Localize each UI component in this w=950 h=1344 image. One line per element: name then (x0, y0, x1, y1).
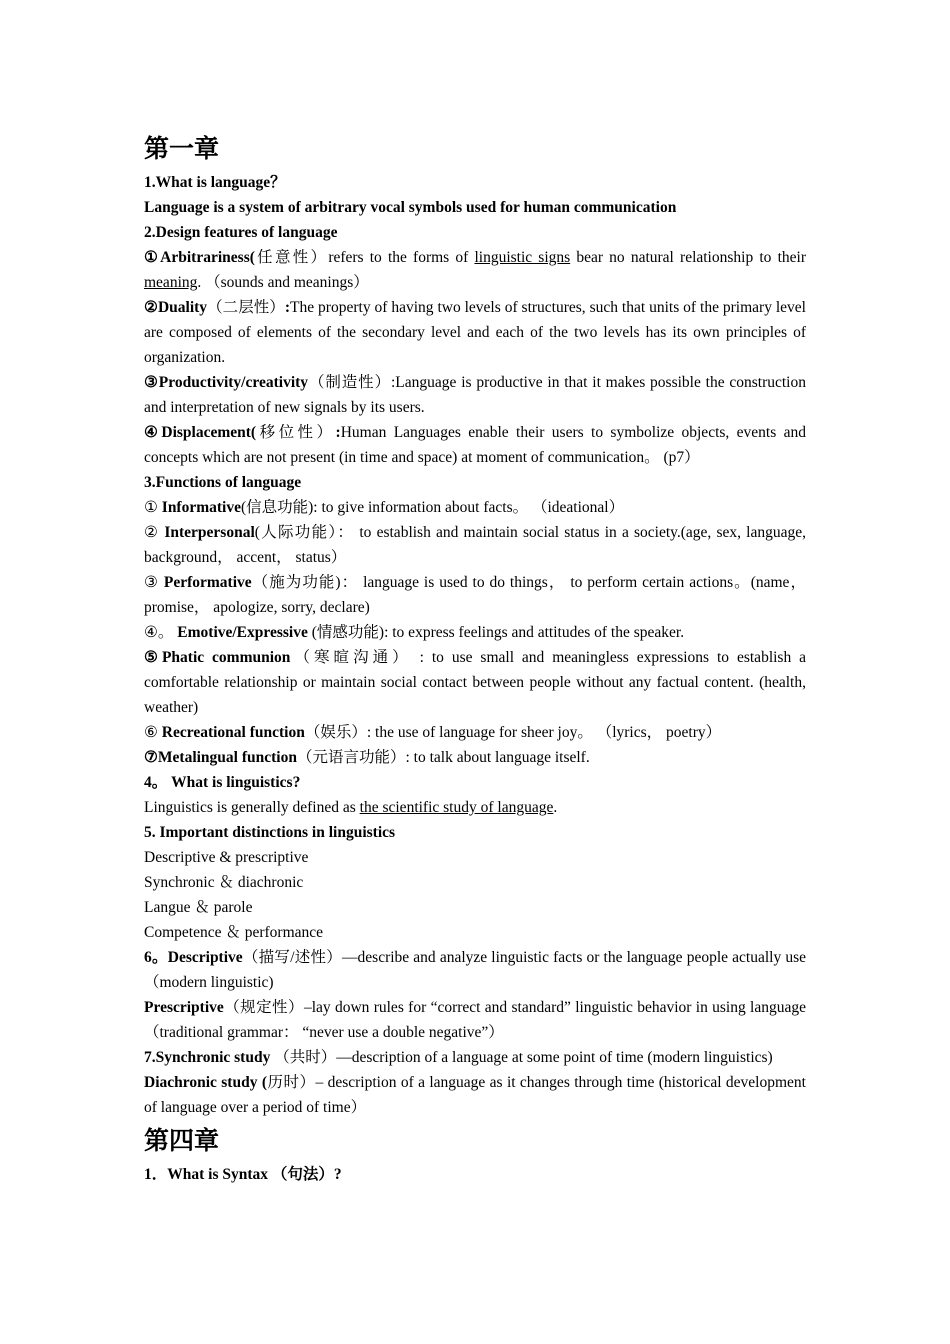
feature-productivity (144, 370, 806, 420)
colon: : (284, 299, 291, 316)
term-cn: （二层性） (207, 299, 285, 316)
text: (信息功能): to give information about facts。 （ideational） (240, 499, 625, 516)
text: （共时）—description of a language at some point of time (modern linguistics) (270, 1049, 773, 1066)
term: Emotive/Expressive (177, 624, 308, 641)
distinction-item: Langue ＆ parole (144, 899, 253, 916)
term: ②Duality (144, 299, 208, 316)
text: （寒暄沟通） : to use small and meaningless expressions to establish a comfortable relationship or maintain social contact between people without any factual content. (health, weather) (144, 649, 807, 716)
text: :Language is productive in that it makes possible the construction and interpretation of new signals by its users. (144, 374, 806, 416)
term: 7.Synchronic study (144, 1049, 271, 1066)
function-phatic (144, 645, 806, 720)
function-informative (144, 495, 806, 520)
colon: : (335, 424, 341, 441)
text: (人际功能）： to establish and maintain social status in a society.(age, sex, language, background， accent， status） (144, 524, 806, 566)
term-cn: 移位性） (256, 424, 336, 441)
feature-displacement (144, 420, 806, 470)
text: Linguistics is generally defined as (144, 799, 360, 816)
text: . (553, 799, 558, 816)
function-metalingual (144, 745, 806, 770)
question-what-is-linguistics: 4。 What is linguistics? (144, 774, 301, 791)
underlined-linguistic-signs: linguistic signs (474, 249, 571, 266)
distinction-item: Competence ＆ performance (144, 924, 324, 941)
synchronic-definition (144, 1045, 806, 1070)
term: ⑦Metalingual function (144, 749, 297, 766)
question-what-is-syntax: 1．What is Syntax （句法）? (144, 1166, 342, 1183)
heading-functions: 3.Functions of language (144, 474, 302, 491)
text: （娱乐）: the use of language for sheer joy。 （lyrics， poetry） (304, 724, 722, 741)
number: ② (144, 524, 165, 541)
text: (情感功能): to express feelings and attitudes of the speaker. (307, 624, 685, 641)
language-definition: Language is a system of arbitrary vocal symbols used for human communication (144, 199, 677, 216)
feature-arbitrariness (144, 245, 806, 295)
term: ①Arbitrariness( (144, 249, 255, 266)
term: Diachronic study ( (144, 1074, 267, 1091)
linguistics-definition (144, 795, 806, 820)
chapter-1-title: 第一章 (144, 134, 220, 163)
text: refers to the forms of (328, 249, 475, 266)
function-interpersonal (144, 520, 806, 570)
text: . （sounds and meanings） (197, 274, 369, 291)
term: Interpersonal (164, 524, 255, 541)
text: bear no natural relationship to their (570, 249, 806, 266)
number: ① (144, 499, 162, 516)
distinction-item: Synchronic ＆ diachronic (144, 874, 304, 891)
descriptive-definition (144, 945, 806, 995)
term-cn: 任意性） (254, 249, 329, 266)
function-performative (144, 570, 806, 620)
chapter-4-title: 第四章 (144, 1126, 220, 1155)
term: Prescriptive (144, 999, 224, 1016)
term: Recreational function (161, 724, 305, 741)
diachronic-definition (144, 1070, 806, 1120)
function-emotive (144, 620, 806, 645)
text: （规定性）–lay down rules for “correct and standard” linguistic behavior in using language （traditional grammar： “never use a double negative”） (144, 999, 806, 1041)
underlined-scientific-study: the scientific study of language (359, 799, 554, 816)
function-recreational (144, 720, 806, 745)
distinction-item: Descriptive & prescriptive (144, 849, 309, 866)
text: 历时）– description of a language as it changes through time (historical development of language over a period of time） (144, 1074, 806, 1116)
number: ③ (144, 574, 164, 591)
text: （描写/述性）—describe and analyze linguistic facts or the language people actually use （modern linguistic) (144, 949, 806, 991)
term: 6。Descriptive (144, 949, 243, 966)
heading-design-features: 2.Design features of language (144, 224, 338, 241)
text: （元语言功能）: to talk about language itself. (296, 749, 590, 766)
heading-distinctions: 5. Important distinctions in linguistics (144, 824, 396, 841)
number: ⑥ (144, 724, 162, 741)
number: ④。 (144, 624, 178, 641)
text: Human Languages enable their users to symbolize objects, events and concepts which are not present (in time and space) at moment of communication。 (p7） (144, 424, 806, 466)
term: Performative (163, 574, 252, 591)
term-cn: （制造性） (308, 374, 391, 391)
prescriptive-definition (144, 995, 806, 1045)
term: ③Productivity/creativity (144, 374, 309, 391)
text: （施为功能)： language is used to do things， to perform certain actions。(name， promise， apologize, sorry, declare) (144, 574, 806, 616)
document-page (144, 128, 806, 1187)
term: Informative (161, 499, 241, 516)
term: ④Displacement( (144, 424, 257, 441)
text: The property of having two levels of structures, such that units of the primary level are composed of elements of the secondary level and each of the two levels has its own principles of organization. (144, 299, 806, 366)
question-what-is-language: 1.What is language？ (144, 174, 286, 191)
underlined-meaning: meaning (144, 274, 198, 291)
feature-duality (144, 295, 806, 370)
term: ⑤Phatic communion (144, 649, 291, 666)
